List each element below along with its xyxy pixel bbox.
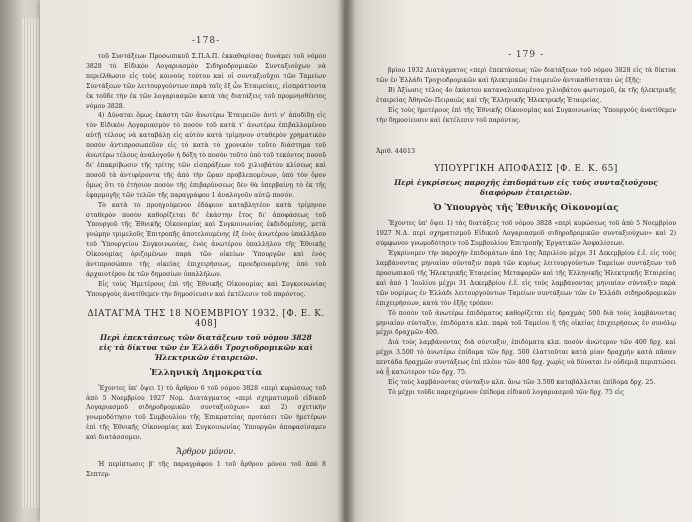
republic-title: Ἑλληνικὴ Δημοκρατία (149, 367, 263, 378)
minister-title: Ὁ Ὑπουργὸς τῆς Ἐθνικῆς Οἰκονομίας (433, 203, 619, 214)
paragraph: Τὸ κατὰ τὸ προηγούμενον ἐδάφιον καταβλητέον κατὰ τρίμηνον σταθερὸν ποσὸν καθορίζεται δι' ἑκάστην ἔτος δι' ἀποφάσεως τοῦ Ὑπουργοῦ τῆς Ἐθνικῆς Οἰκονομίας καὶ Συγκοινωνίας ἐκδιδομένης, μετὰ γνώμην τριμελοῦς Ἐπιτροπῆς ἀποτελουμένης ἐξ ἑνὸς ἀνωτέρου ὑπαλλήλου τοῦ Ὑπουργείου Συγκοινωνίας, ἑνὸς ἀνωτέρου ὑπαλλήλου τῆς Ἐθνικῆς Οἰκονομίας ὁριζομένων παρὰ τῶν οἰκείων Ὑπουργῶν καὶ ἑνὸς ἀντιπροσώπου τῆς οἰκείας ἐπιχειρήσεως, προεδρευομένης ὑπὸ τοῦ ἀρχαιοτέρου ἐκ τῶν δημοσίων ὑπαλλήλων. (86, 201, 326, 278)
paragraph: Τὸ μέχρι τοῦδε παρεχόμενον ἐπίδομα εἰδικοῦ λογαριασμοῦ τῶν δρχ. 75 εἰς (388, 388, 624, 396)
paragraph: τοῦ Συντάξεων Προσωπικοῦ Σ.Π.Α.Π. ἐκκαθαρίσας δυνάμει τοῦ νόμου 3828 τὸ Εἰδικὸν Λογαριασμὸν Σιδηροδρομικῶν Συνταξιούχων νὰ περιέλθωσιν εἰς τοὺς κοινοὺς τούτου καὶ οἱ συνταξιοῦχοι τῶν Ταμείων Συντάξεων τῶν λειτουργούντων παρὰ ταῖς ἐξ ὧν Ἑταιρείαις, εἰσπράττοντα ἐκ τοῦδε τὴν ἐκ τῶν λογαριασμῶν κατὰ τὰς διατάξεις τοῦ προμνησθέντος νόμου 3828. (86, 53, 326, 110)
decision-heading: ΥΠΟΥΡΓΙΚΗ ΑΠΟΦΑΣΙΣ [Φ. Ε. Κ. 65] (434, 164, 618, 175)
paragraph: 4) Δύναται ὅμως ἑκάστη τῶν ἄνωτέρω Ἑταιρειῶν ἀντὶ ν' ἀποδίδῃ εἰς τὸν Εἰδικὸν Λογαριασμὸν τὸ ποσὸν τοῦ κατὰ τ' ἀνωτέρω ἐπιβαλλομένου αὐτῇ τέλους νὰ καταβάλῃ εἰς αὐτὸν κατὰ τρίμηνον σταθερὸν χρηματικὸν ποσὸν ἀντιπροσωπεῦον εἰς τὸ κατὰ τὸ χρονικὸν τοῦτο διάστημα τοῦ ἀνωτέρω τέλους ἀναλογοῦν ἡ δόξη τὸ ποσὸν τοῦτο ὑπὸ τοῦ τεκόντος ποσοῦ δι' ἐπακρίβωσιν τῆς τρίτης τῶν εἰσπράξεων τοῦ χιλιοβάτου κλίσεως καὶ ποσοῦ τὰ ἀντιφέροντα τῆς ἀπὸ τὴν ὥραν προβλεπομένων, ὑπὸ τὸν ὅρον ὅμως ὅτι τὸ ἐτήσιον ποσὸν τῆς ἐπιβαρύνσεως δὲν θὰ ὑπερβαίνῃ τὸ ἐκ τῆς ἐφαρμογῆς τῶν τελῶν τῆς παραγράφου 1 ἀναλογοῦν αὐτῷ ποσόν. (86, 112, 326, 199)
paragraph: Ἐγκρίνομεν τὴν παροχὴν ἐπιδομάτων ἀπὸ 1ης Ἀπριλίου μέχρι 31 Δεκεμβρίου ἐ.ἔ. εἰς τοὺς λαμβάνοντας μηνιαίαν σύνταξιν παρὰ τῶν κυρίως λειτουργούντων Ταμείων συντάξεων τοῦ προσωπικοῦ τῆς Ἠλεκτρικῆς Ἑταιρείας Μεταφορῶν καὶ τῆς Ἑλληνικῆς Ἠλεκτρικῆς Ἑταιρείας καὶ ἀπὸ 1 Ἰουλίου μέχρι 31 Δεκεμβρίου ἐ.ἔ. εἰς τοὺς λαμβάνοντας μηνιαίαν σύνταξιν παρὰ τῶν νομίμως ἐν Ἑλλάδι λειτουργούντων Ταμείων συντάξεων τῶν ἐν Ἑλλάδι σιδηροδρομικῶν ἐπιχειρήσεων, κατὰ τὸν ἑξῆς τρόπον: (376, 250, 676, 307)
paragraph: Ἡ περίπτωσις β' τῆς παραγράφου 1 τοῦ ἄρθρου μόνου τοῦ ἀπὸ 8 Σεπτεμ- (86, 461, 326, 478)
paragraph: βρίου 1932 Διατάγματος «περὶ ἐπεκτάσεως τῶν διατάξεων τοῦ νόμου 3828 εἰς τὰ δίκτυα τῶν ἐν Ἑλλάδι Τροχιοδρομικῶν καὶ ἠλεκτρικῶν ἑταιρειῶν ἀντικαθίσταται ὡς ἑξῆς: (376, 67, 676, 84)
paragraph: Εἰς τοὺς Ἡμετέρους ἐπὶ τῆς Ἐθνικῆς Οἰκονομίας καὶ Συγκοινωνίας Ὑπουργοὺς ἀνατίθεμεν τὴν δημοσίευσιν καὶ ἐκτέλεσιν τοῦ παρόντος. (86, 280, 326, 298)
paragraph: Εἰς τοὺς ἡμετέρους ἐπὶ τῆς Ἐθνικῆς Οἰκονομίας καὶ Συγκοινωνίας Ὑπουργοὺς ἀνατίθεμεν τὴν δημοσίευσιν καὶ ἐκτέλεσιν τοῦ παρόντος. (376, 106, 676, 124)
book-gutter (338, 0, 356, 522)
paragraph: Εἰς τοὺς λαμβάνοντας σύνταξιν κλπ. ἄνω τῶν 3.500 καταβάλλεται ἐπίδομα δρχ. 25. (388, 378, 656, 386)
left-page (40, 0, 346, 522)
right-page (346, 0, 692, 522)
paragraph: Β) Ἀξίωσις τέλος 4ο ἐκάστου καταναλισκομένου χιλιοβάτου φωτισμοῦ, ἐκ τῆς ἠλεκτρικῆς ἑταιρείας Ἀθηνῶν-Πειραιῶς καὶ τῆς Ἑλληνικῆς Ἠλεκτρικῆς Ἑταιρείας. (376, 86, 676, 104)
decree-subject: Περὶ ἐπεκτάσεως τῶν διατάξεων τοῦ νόμου 3828 εἰς τὰ δίκτυα τῶν ἐν Ἑλλάδι Τροχιοδρομικῶν καὶ Ἠλεκτρικῶν ἑταιρειῶν. (98, 332, 314, 362)
decision-subject: Περὶ ἐγκρίσεως παροχῆς ἐπιδομάτων εἰς τοὺς συνταξιούχους διαφόρων ἑταιρειῶν. (394, 178, 658, 198)
paragraph: Ἔχοντες ὑπ' ὄψει 1) τὸ ἄρθρον 6 τοῦ νόμου 3828 «περὶ κυρώσεως τοῦ ἀπὸ 5 Νοεμβρίου 1927 Νομ. Διατάγματος «περὶ σχηματισμοῦ εἰδικοῦ Λογαριασμοῦ σιδηροδρομικῶν συνταξιούχων» καὶ 2) σχετικὴν γνωμοδότησιν τοῦ Συμβουλίου τῆς Ἐπικρατείας προτάσει τῶν ἡμετέρων ἐπὶ τῆς Ἐθνικῆς Οἰκονομίας καὶ Συγκοινωνίας Ὑπουργῶν ἀποφασίσαμεν καὶ διατάσσομεν. (86, 384, 326, 442)
paragraph: Ἔχοντες ὑπ' ὄψει 1) τὰς διατάξεις τοῦ νόμου 3828 «περὶ κυρώσεως τοῦ ἀπὸ 5 Νοεμβρίου 1927 Ν.Δ. περὶ σχηματισμοῦ Εἰδικοῦ Λογαριασμοῦ σιδηροδρομικῶν συνταξιούχων» καὶ 2) σύμφωνον γνωμοδότησιν τοῦ Συμβουλίου Ἐπιτροπῆς Ἐργατικῶν Ἀσφαλίσεων. (376, 220, 676, 248)
page-number-left: -178- (191, 36, 221, 46)
paragraph: Διὰ τοὺς λαμβάνοντας διὰ σύνταξιν, ἐπιδόματα κλπ. ποσὸν ἀνώτερον τῶν 400 δρχ. καὶ μέχρι 3.500 τὸ ἀνωτέρω ἐπίδομα τῶν δρχ. 500 ἐλαττοῦται κατὰ μίαν δραχμὴν κατὰ πᾶσαν πεντάδα δραχμῶν συντάξεως ἐπὶ πλέον τῶν 400 δρχ. χωρὶς νὰ δύναται ἐν οὐδεμιᾷ περιπτώσει νὰ ᾖ κατώτερον τῶν δρχ. 75. (376, 339, 676, 377)
reference-number: Ἀριθ. 44613 (376, 147, 416, 156)
article-title: Ἄρθρον μόνον. (176, 447, 236, 457)
page-number-right: - 179 - (508, 50, 544, 60)
decree-heading: ΔΙΑΤΑΓΜΑ ΤΗΣ 18 ΝΟΕΜΒΡΙΟΥ 1932. [Φ. Ε. Κ. 408] (87, 308, 325, 329)
paragraph: Τὸ ποσὸν τοῦ ἀνωτέρω ἐπιδόματος καθορίζεται εἰς δραχμὰς 500 διὰ τοὺς λαμβάνοντας μηνιαίαν σύνταξιν, ἐπιδόματα κλπ. παρὰ τοῦ Ταμείου ἢ τῆς οἰκείας ἐπιχειρήσεως ἐν συνόλῳ μέχρι δραχμῶν 400. (376, 309, 676, 337)
